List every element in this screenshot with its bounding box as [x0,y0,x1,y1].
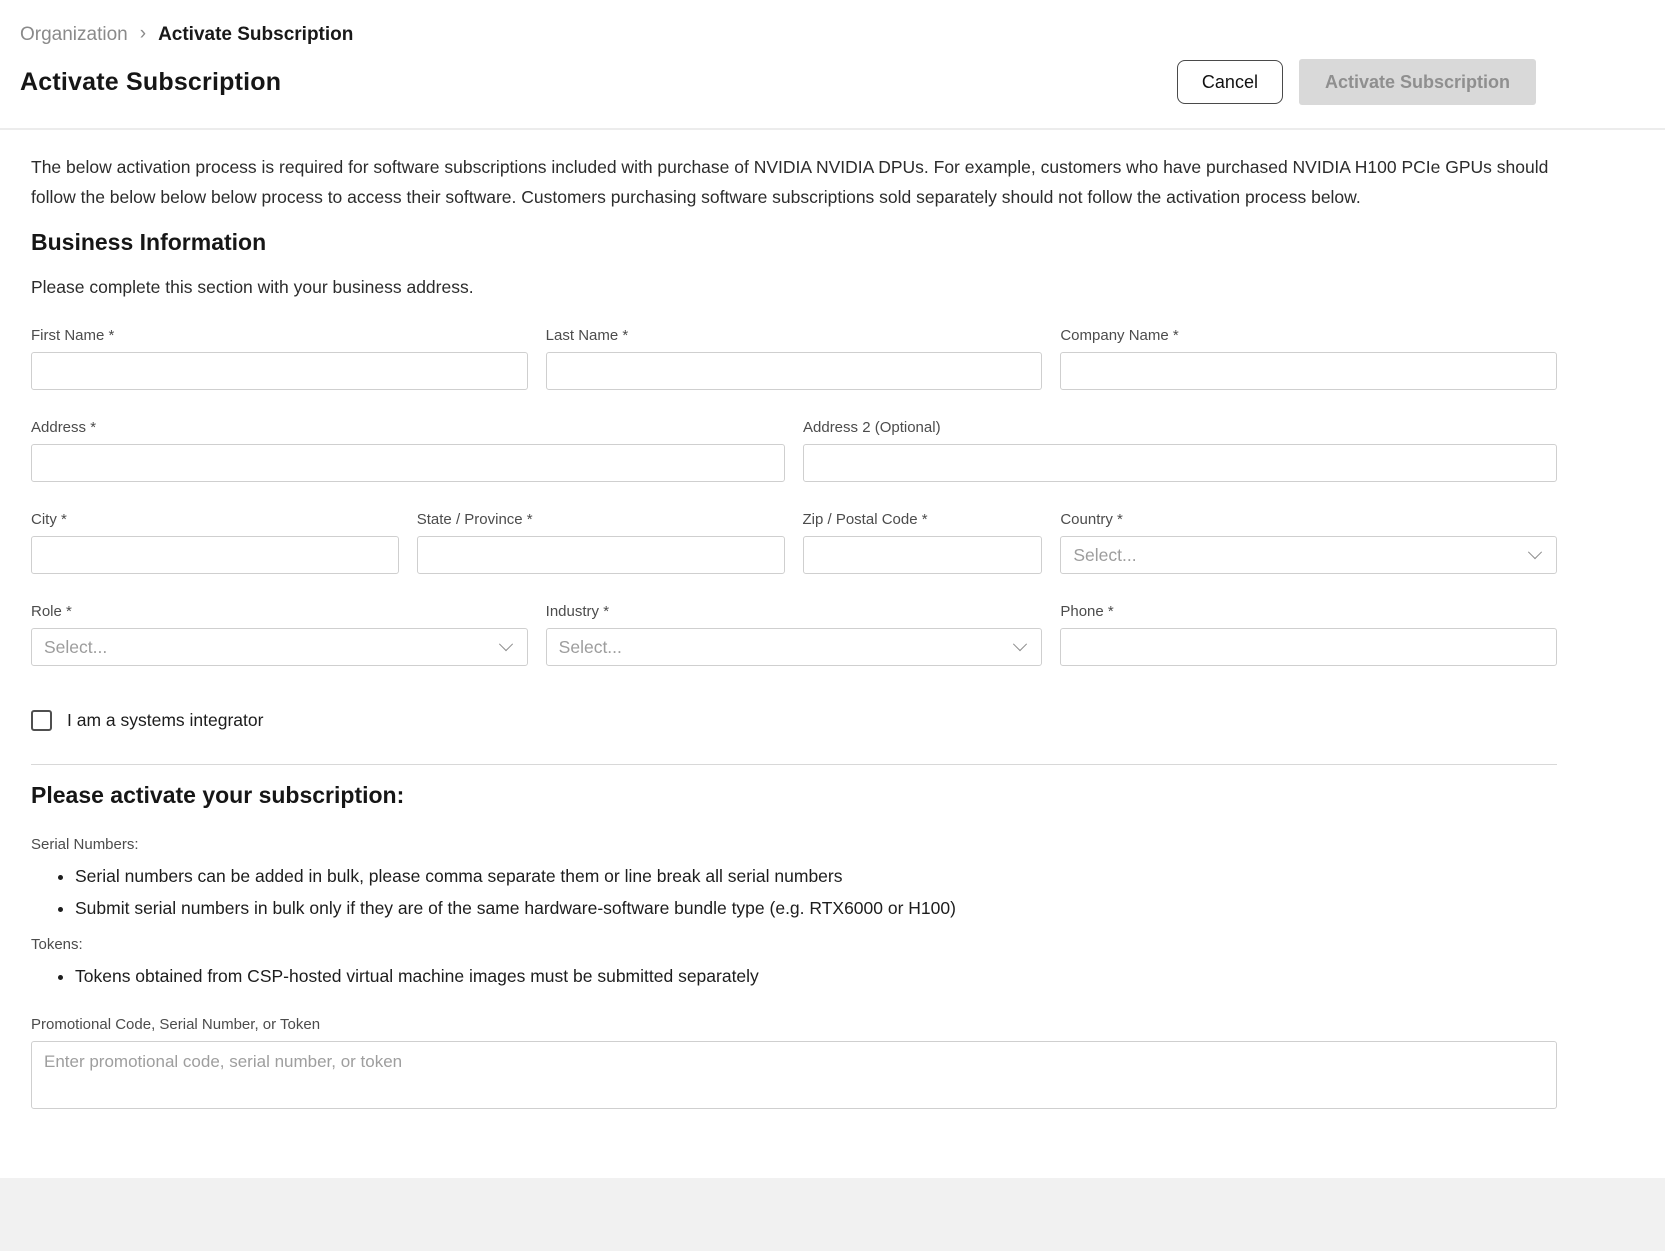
systems-integrator-label[interactable]: I am a systems integrator [67,710,264,730]
country-select[interactable] [1060,536,1557,574]
page-title: Activate Subscription [20,67,282,96]
company-name-input[interactable] [1060,352,1557,390]
city-label: City * [31,511,67,528]
breadcrumb-current: Activate Subscription [158,24,354,45]
token-bullet: • Tokens obtained from CSP-hosted virtual machine images must be submitted separately [75,965,1557,987]
address-field [31,419,785,482]
country-field [1060,511,1557,574]
chevron-down-icon [1013,637,1027,651]
breadcrumb [20,24,1536,46]
role-select[interactable] [31,628,528,666]
serial-numbers-label: Serial Numbers: [31,836,139,853]
promo-code-label: Promotional Code, Serial Number, or Token [31,1016,321,1033]
zip-postal-code-label: Zip / Postal Code * [802,511,928,528]
promo-code-textarea[interactable] [31,1041,1557,1109]
breadcrumb-organization-link[interactable]: Organization [20,24,128,45]
page-header [0,0,1665,130]
company-name-field [1060,327,1557,390]
role-label: Role * [31,603,72,620]
form-row-address [31,419,1557,482]
activation-intro-text: The below activation process is required for software subscriptions included with purchase of NVIDIA NVIDIA DPUs. For example, customers who have purchased NVIDIA H100 PCIe GPUs should follow the below below below process to access their software. Customers purchasing software subscriptions sold separately should not follow the activation process below. [31,157,1549,207]
activate-subscription-heading: Please activate your subscription: [31,782,405,808]
address2-label: Address 2 (Optional) [803,419,941,436]
header-actions [1177,59,1536,105]
last-name-label: Last Name * [545,327,629,344]
city-field [31,511,399,574]
city-input[interactable] [31,536,399,574]
business-information-heading: Business Information [31,229,267,255]
company-name-label: Company Name * [1060,327,1179,344]
serial-bullet: • Serial numbers can be added in bulk, please comma separate them or line break all serial numbers [75,865,1557,887]
address-input[interactable] [31,444,785,482]
serial-numbers-bullets [31,865,1557,919]
country-select-placeholder: Select... [1073,544,1137,565]
first-name-field [31,327,528,390]
chevron-down-icon [1528,545,1542,559]
country-label: Country * [1060,511,1123,528]
breadcrumb-chevron-icon: › [139,23,147,44]
first-name-input[interactable] [31,352,528,390]
phone-input[interactable] [1060,628,1557,666]
address2-field [803,419,1557,482]
zip-postal-code-input[interactable] [803,536,1043,574]
role-select-placeholder: Select... [44,636,108,657]
form-row-city-state-zip-country [31,511,1557,574]
tokens-bullets [31,965,1557,987]
state-province-input[interactable] [417,536,785,574]
title-row [20,59,1536,105]
state-province-field [417,511,785,574]
role-field [31,603,528,666]
first-name-label: First Name * [31,327,115,344]
industry-select[interactable] [546,628,1043,666]
address-label: Address * [31,419,97,436]
systems-integrator-checkbox[interactable] [31,710,52,731]
zip-postal-code-field [803,511,1043,574]
form-row-role-industry-phone [31,603,1557,666]
address2-input[interactable] [803,444,1557,482]
phone-field [1060,603,1557,666]
footer-strip [0,1178,1665,1251]
cancel-button[interactable]: Cancel [1177,60,1283,104]
tokens-label: Tokens: [31,936,83,953]
industry-field [546,603,1043,666]
industry-select-placeholder: Select... [558,636,622,657]
section-divider [31,764,1557,765]
main-content [0,152,1665,1114]
state-province-label: State / Province * [416,511,533,528]
business-information-subheading: Please complete this section with your business address. [31,277,474,297]
activate-subscription-button[interactable]: Activate Subscription [1299,59,1536,105]
last-name-field [546,327,1043,390]
last-name-input[interactable] [546,352,1043,390]
phone-label: Phone * [1060,603,1114,620]
chevron-down-icon [499,637,513,651]
form-row-names [31,327,1557,390]
systems-integrator-row [31,710,1557,731]
industry-label: Industry * [545,603,610,620]
serial-bullet: • Submit serial numbers in bulk only if they are of the same hardware-software bundle type (e.g. RTX6000 or H100) [75,897,1557,919]
